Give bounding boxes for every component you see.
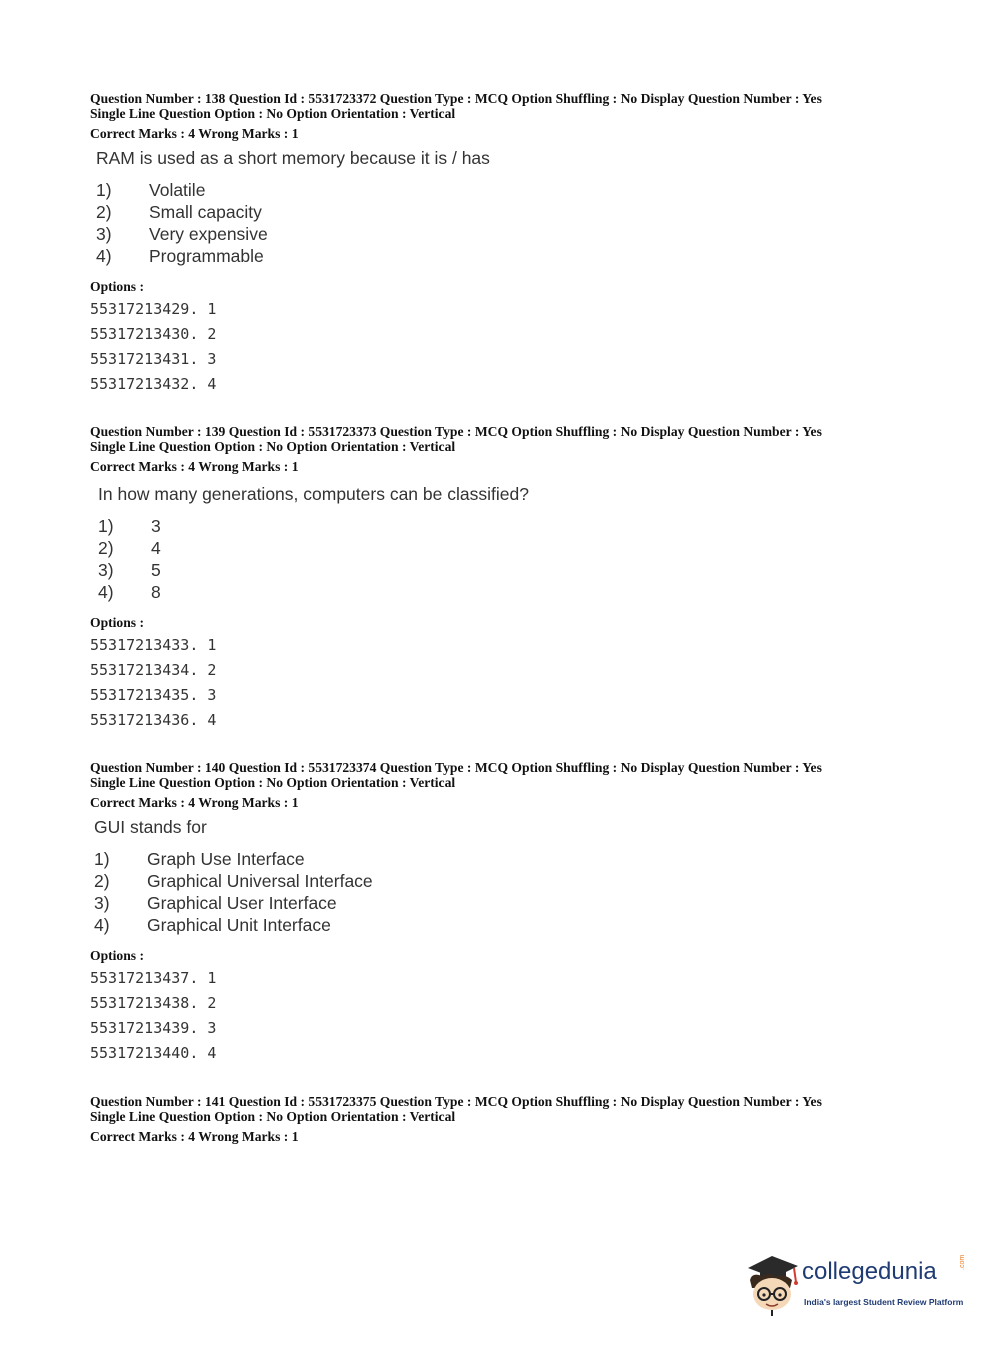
- option-id: 55317213433. 1: [90, 635, 217, 654]
- choice-item: [96, 223, 950, 245]
- question-text: GUI stands for: [94, 816, 207, 837]
- choice-text: Volatile: [149, 179, 206, 200]
- option-id: 55317213434. 2: [90, 660, 217, 679]
- choice-item: [98, 581, 950, 603]
- option-id: 55317213438. 2: [90, 993, 217, 1012]
- choice-item: [98, 537, 950, 559]
- choice-text: Graphical Unit Interface: [147, 914, 331, 935]
- choice-text: Graph Use Interface: [147, 848, 305, 869]
- choice-item: [98, 515, 950, 537]
- options-label: Options :: [90, 614, 145, 630]
- choice-item: [94, 870, 950, 892]
- option-id: 55317213430. 2: [90, 324, 217, 343]
- question-meta-line2: Single Line Question Option : No Option Orientation : Vertical: [90, 774, 456, 790]
- options-label: Options :: [90, 278, 145, 294]
- option-id: 55317213431. 3: [90, 349, 217, 368]
- choice-number: 4): [98, 581, 114, 602]
- choice-text: Graphical User Interface: [147, 892, 337, 913]
- choice-text: Very expensive: [149, 223, 268, 244]
- question-block-139: [90, 425, 950, 733]
- option-id: 55317213436. 4: [90, 710, 217, 729]
- question-block-140: [90, 761, 950, 1066]
- choice-item: [94, 848, 950, 870]
- option-id: 55317213432. 4: [90, 374, 217, 393]
- collegedunia-logo[interactable]: [742, 1250, 972, 1320]
- logo-wordmark: collegedunia: [802, 1258, 937, 1285]
- choice-list: [94, 848, 950, 936]
- choice-number: 1): [94, 848, 110, 869]
- choice-number: 1): [96, 179, 112, 200]
- choice-text: Small capacity: [149, 201, 262, 222]
- option-id: 55317213429. 1: [90, 299, 217, 318]
- choice-text: 4: [151, 537, 161, 558]
- logo-tagline: India's largest Student Review Platform: [804, 1297, 964, 1307]
- question-marks: Correct Marks : 4 Wrong Marks : 1: [90, 1129, 299, 1144]
- question-marks: Correct Marks : 4 Wrong Marks : 1: [90, 795, 299, 810]
- question-meta-line2: Single Line Question Option : No Option Orientation : Vertical: [90, 105, 456, 121]
- choice-number: 4): [96, 245, 112, 266]
- question-meta-line1: Question Number : 139 Question Id : 5531723373 Question Type : MCQ Option Shuffling : No Display Question Number : Yes: [90, 424, 822, 439]
- choice-number: 2): [96, 201, 112, 222]
- mascot-icon: [742, 1250, 804, 1316]
- choice-item: [96, 245, 950, 267]
- question-block-141: [90, 1095, 950, 1145]
- choice-item: [98, 559, 950, 581]
- choice-number: 1): [98, 515, 114, 536]
- choice-text: Graphical Universal Interface: [147, 870, 373, 891]
- choice-text: 5: [151, 559, 161, 580]
- option-id: 55317213435. 3: [90, 685, 217, 704]
- question-meta-line2: Single Line Question Option : No Option Orientation : Vertical: [90, 1108, 456, 1124]
- question-marks: Correct Marks : 4 Wrong Marks : 1: [90, 126, 299, 141]
- choice-number: 3): [98, 559, 114, 580]
- choice-item: [96, 201, 950, 223]
- choice-number: 3): [96, 223, 112, 244]
- question-meta-line1: Question Number : 141 Question Id : 5531723375 Question Type : MCQ Option Shuffling : No Display Question Number : Yes: [90, 1094, 822, 1109]
- options-label: Options :: [90, 947, 145, 963]
- question-text: In how many generations, computers can be classified?: [98, 483, 529, 504]
- option-id: 55317213439. 3: [90, 1018, 217, 1037]
- choice-number: 3): [94, 892, 110, 913]
- choice-text: 3: [151, 515, 161, 536]
- question-meta-line1: Question Number : 138 Question Id : 5531723372 Question Type : MCQ Option Shuffling : No Display Question Number : Yes: [90, 91, 822, 106]
- question-marks: Correct Marks : 4 Wrong Marks : 1: [90, 459, 299, 474]
- option-id: 55317213437. 1: [90, 968, 217, 987]
- choice-item: [94, 892, 950, 914]
- choice-text: 8: [151, 581, 161, 602]
- question-meta-line1: Question Number : 140 Question Id : 5531723374 Question Type : MCQ Option Shuffling : No Display Question Number : Yes: [90, 760, 822, 775]
- choice-number: 2): [94, 870, 110, 891]
- choice-item: [96, 179, 950, 201]
- question-text: RAM is used as a short memory because it is / has: [96, 147, 490, 168]
- question-block-138: [90, 92, 950, 397]
- choice-item: [94, 914, 950, 936]
- question-meta-line2: Single Line Question Option : No Option Orientation : Vertical: [90, 438, 456, 454]
- choice-list: [96, 179, 950, 267]
- choice-list: [98, 515, 950, 603]
- choice-number: 2): [98, 537, 114, 558]
- logo-domain: .com: [959, 1254, 966, 1270]
- option-id: 55317213440. 4: [90, 1043, 217, 1062]
- choice-text: Programmable: [149, 245, 264, 266]
- choice-number: 4): [94, 914, 110, 935]
